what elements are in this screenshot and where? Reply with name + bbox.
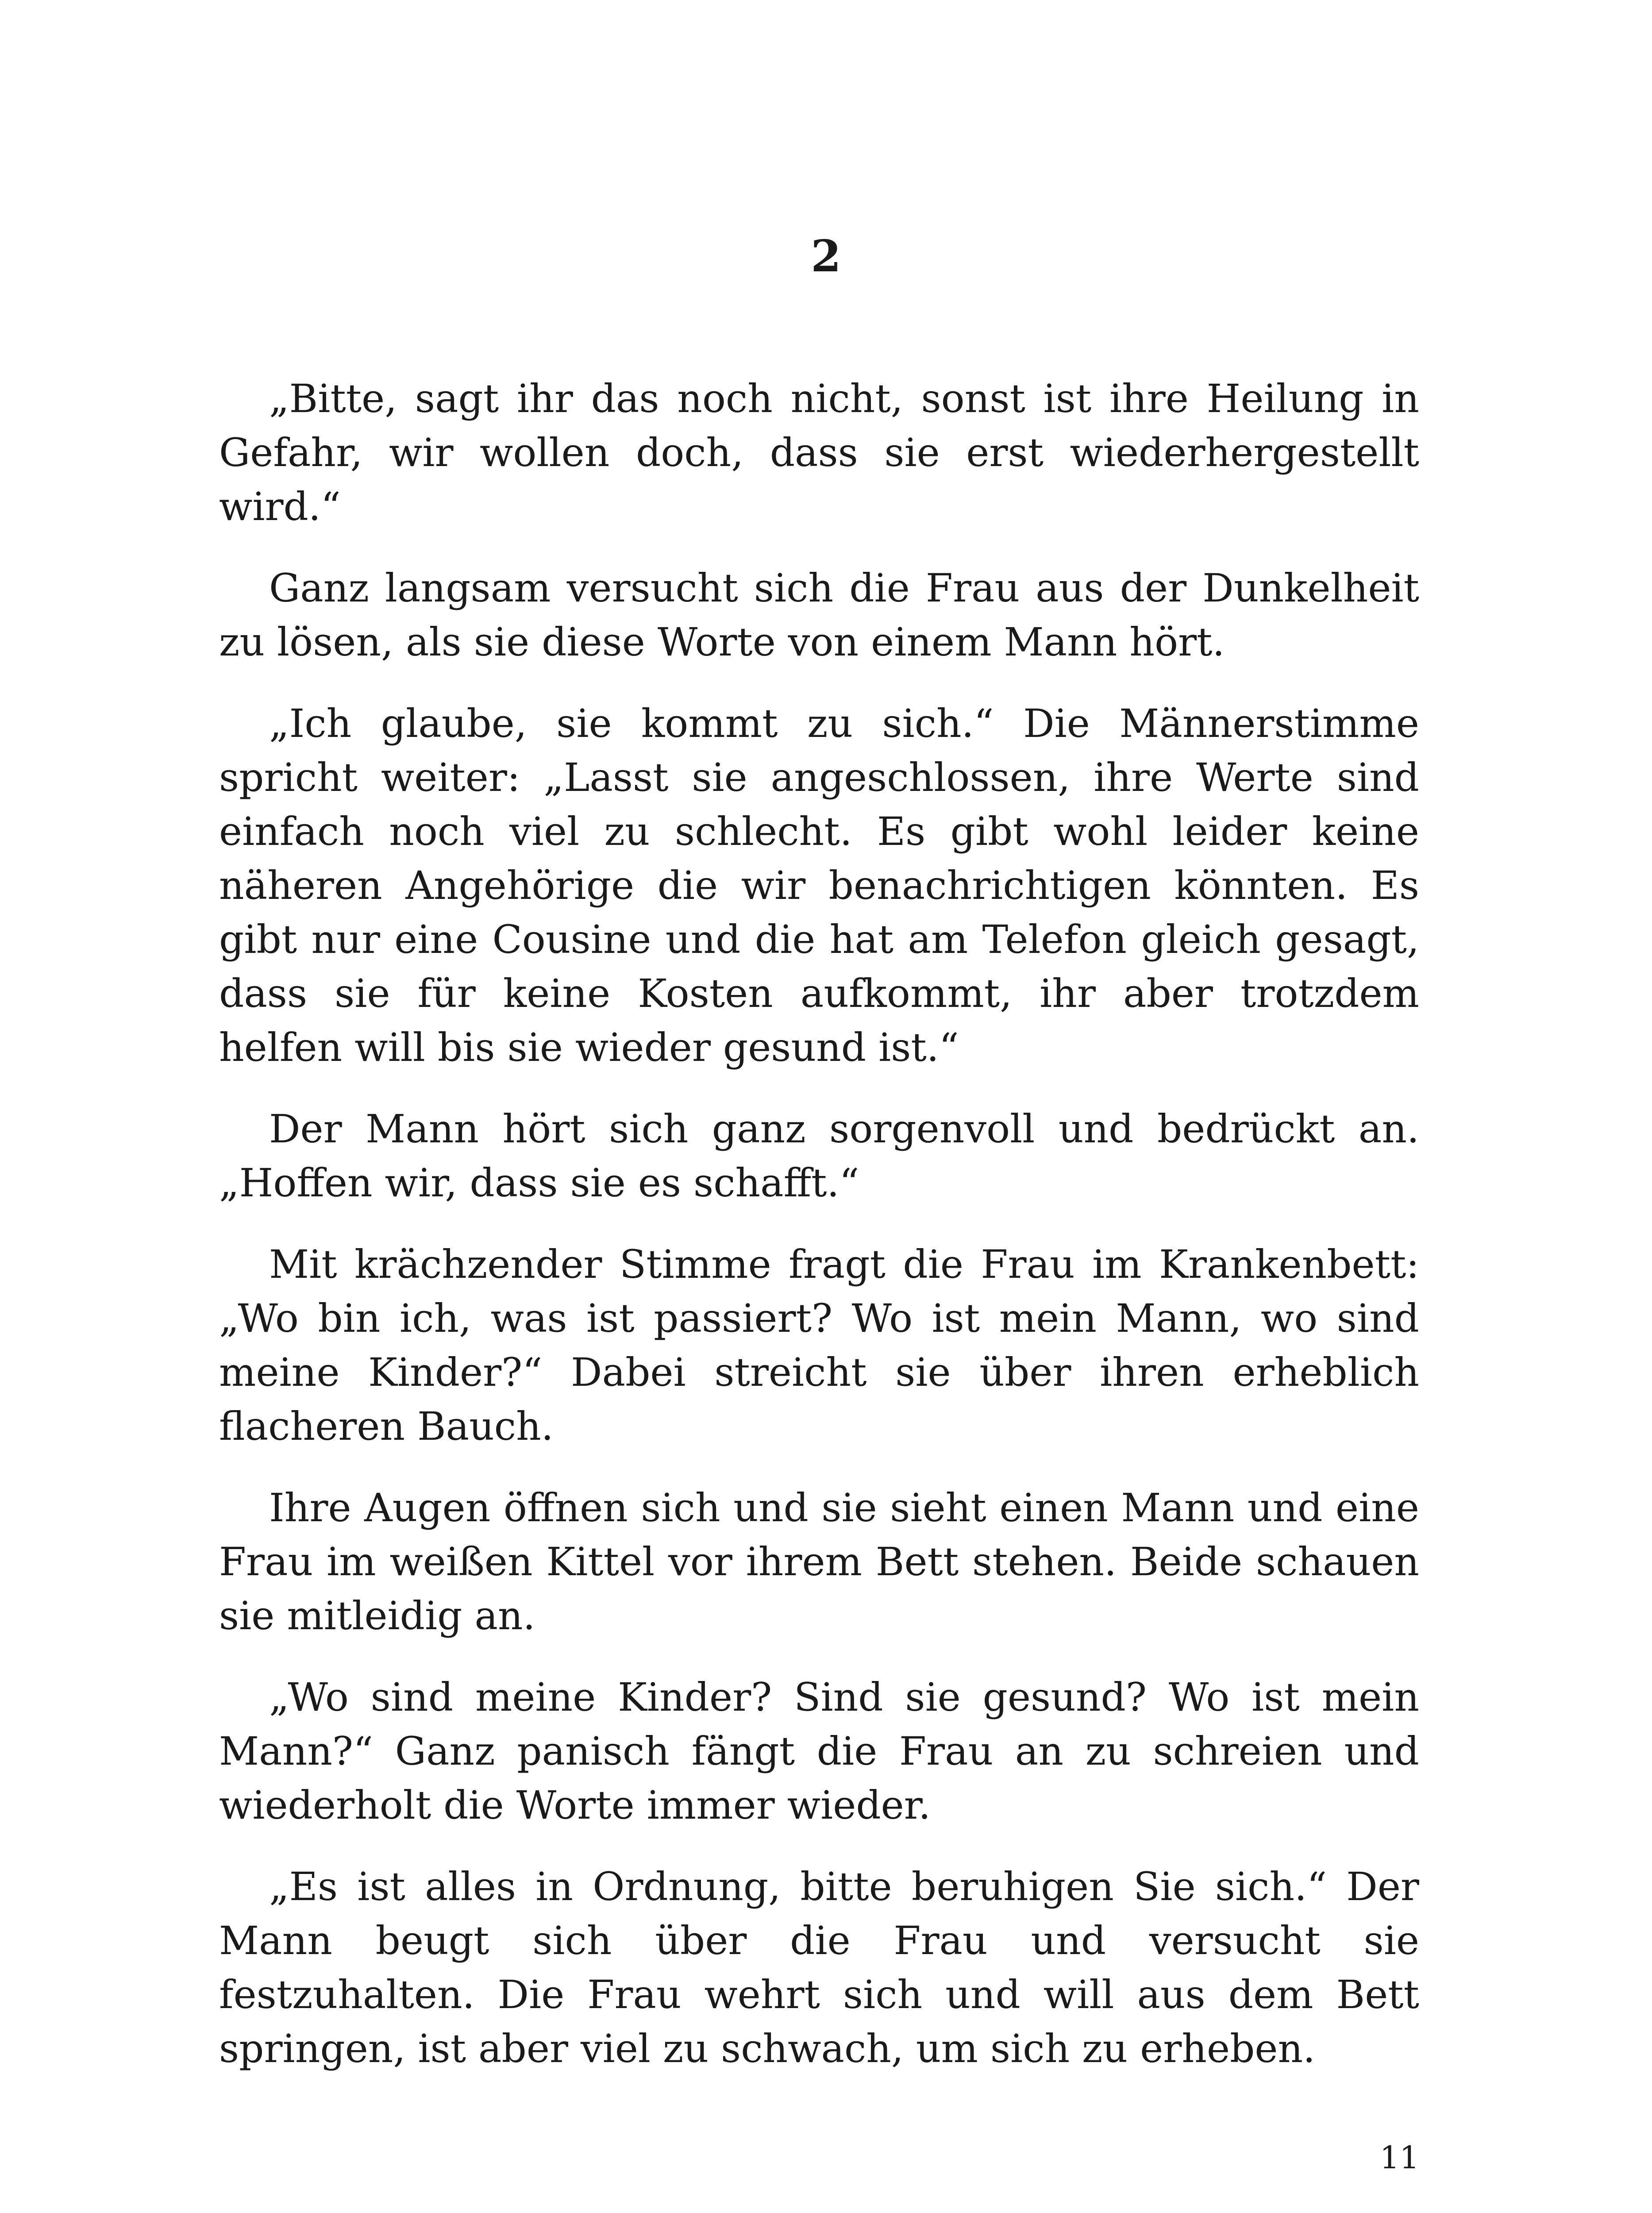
body-text — [219, 372, 1419, 2103]
paragraph: Ihre Augen öffnen sich und sie sieht einen Mann und eine Frau im weißen Kittel vor ihrem Bett stehen. Beide schauen sie mitleidig an. — [219, 1485, 1419, 1639]
paragraph: „Wo sind meine Kinder? Sind sie gesund? Wo ist mein Mann?“ Ganz panisch fängt die Frau an zu schreien und wiederholt die Worte immer wieder. — [219, 1674, 1419, 1828]
chapter-number: 2 — [811, 231, 841, 282]
paragraph: Der Mann hört sich ganz sorgenvoll und bedrückt an. „Hoffen wir, dass sie es schafft.“ — [219, 1106, 1419, 1206]
paragraph: Mit krächzender Stimme fragt die Frau im Krankenbett: „Wo bin ich, was ist passiert? Wo ist mein Mann, wo sind meine Kinder?“ Dabei streicht sie über ihren erheblich flacheren Bauch. — [219, 1241, 1419, 1449]
page-number: 11 — [1379, 2140, 1419, 2176]
paragraph: „Ich glaube, sie kommt zu sich.“ Die Männerstimme spricht weiter: „Lasst sie angeschlossen, ihre Werte sind einfach noch viel zu schlecht. Es gibt wohl leider keine näheren Angehörige die wir benachrichtigen könnten. Es gibt nur eine Cousine und die hat am Telefon gleich gesagt, dass sie für keine Kosten aufkommt, ihr aber trotzdem helfen will bis sie wieder gesund ist.“ — [219, 701, 1419, 1070]
paragraph: „Es ist alles in Ordnung, bitte beruhigen Sie sich.“ Der Mann beugt sich über die Frau und versucht sie festzuhalten. Die Frau wehrt sich und will aus dem Bett springen, ist aber viel zu schwach, um sich zu erheben. — [219, 1864, 1419, 2071]
paragraph: Ganz langsam versucht sich die Frau aus der Dunkelheit zu lösen, als sie diese Worte von einem Mann hört. — [219, 565, 1419, 665]
paragraph: „Bitte, sagt ihr das noch nicht, sonst ist ihre Heilung in Gefahr, wir wollen doch, dass sie erst wiederhergestellt wird.“ — [219, 376, 1419, 529]
